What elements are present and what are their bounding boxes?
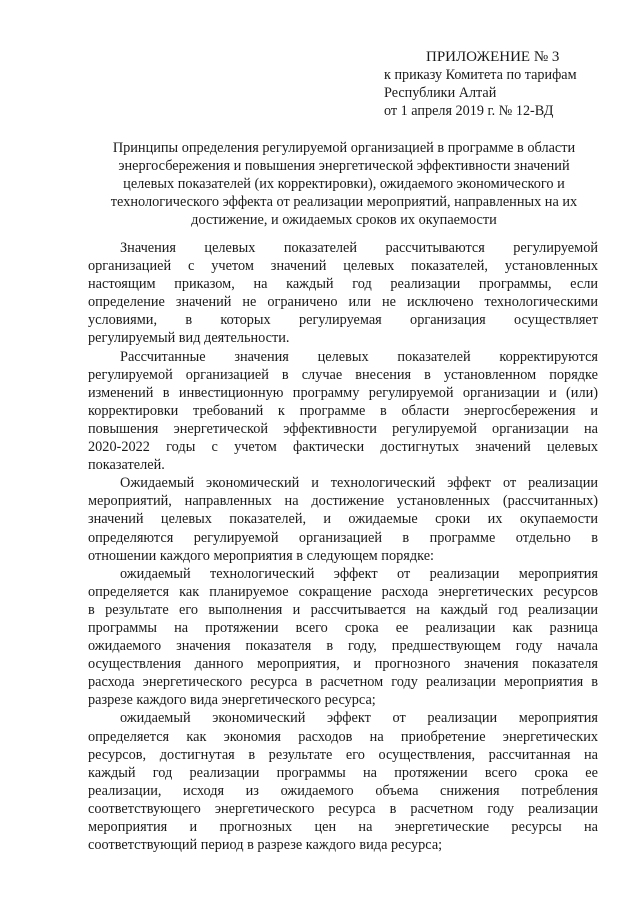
- title-line: целевых показателей (их корректировки), ожидаемого экономического и: [123, 176, 565, 192]
- paragraph-line: повышения энергетической эффективности регулируемой организации на: [88, 420, 598, 437]
- document-title: [88, 139, 600, 229]
- paragraph-target-values: [88, 239, 598, 348]
- paragraph-line: 2020-2022 годы с учетом фактически достигнутых значений целевых: [88, 439, 598, 456]
- paragraph-line: мероприятий, направленных на достижение установленных (рассчитанных): [88, 493, 598, 510]
- paragraph-line: определяется как планируемое сокращение расхода энергетических ресурсов: [88, 583, 598, 600]
- paragraph-corrections: [88, 348, 598, 475]
- paragraph-line: значений целевых показателей, и ожидаемые сроки их окупаемости: [88, 511, 598, 528]
- appendix-date-line: от 1 апреля 2019 г. № 12-ВД: [384, 103, 554, 119]
- paragraph-line: определяется как экономия расходов на приобретение энергетических: [88, 728, 598, 745]
- appendix-header: [384, 48, 624, 120]
- paragraph-line: ожидаемого значения показателя в году, предшествующем году начала: [88, 638, 598, 655]
- paragraph-line: условиями, в которых регулируемая организация осуществляет: [88, 312, 598, 329]
- paragraph-line: корректировки требований к программе в области энергосбережения и: [88, 402, 598, 419]
- paragraph-line: настоящим приказом, на каждый год реализации программы, если: [88, 276, 598, 293]
- paragraph-line: ожидаемый технологический эффект от реализации мероприятия: [120, 565, 598, 582]
- paragraph-line: расхода энергетического ресурса в расчетном году реализации мероприятия в: [88, 674, 598, 691]
- paragraph-line: определение значений не ограничено или не исключено технологическими: [88, 294, 598, 311]
- paragraph-line: осуществления данного мероприятия, и прогнозного значения показателя: [88, 656, 598, 673]
- paragraph-line: каждый год реализации программы на протяжении всего срока ее: [88, 764, 598, 781]
- paragraph-line: соответствующий период в разрезе каждого вида ресурса;: [88, 837, 443, 854]
- paragraph-line: показателей.: [88, 457, 165, 474]
- appendix-number: ПРИЛОЖЕНИЕ № 3: [426, 49, 560, 65]
- paragraph-line: организацией с учетом значений целевых показателей, установленных: [88, 258, 598, 275]
- paragraph-line: ожидаемый экономический эффект от реализации мероприятия: [120, 710, 598, 727]
- title-line: энергосбережения и повышения энергетической эффективности значений: [118, 158, 570, 174]
- paragraph-line: отношении каждого мероприятия в следующем порядке:: [88, 547, 435, 564]
- paragraph-line: изменений в инвестиционную программу регулируемой организации и (или): [88, 384, 598, 401]
- paragraph-economic-effect: [88, 709, 598, 854]
- title-line: Принципы определения регулируемой организацией в программе в области: [112, 140, 576, 156]
- paragraph-line: определяются регулируемой организацией в программе отдельно в: [88, 529, 598, 546]
- paragraph-line: соответствующего энергетического ресурса в расчетном году реализации: [88, 800, 598, 817]
- paragraph-line: программы на протяжении всего срока ее реализации как разница: [88, 619, 598, 636]
- paragraph-technological-effect: [88, 565, 598, 710]
- paragraph-line: реализации, исходя из ожидаемого объема снижения потребления: [88, 782, 598, 799]
- title-line: достижение, и ожидаемых сроков их окупаемости: [191, 212, 497, 228]
- paragraph-line: регулируемой организацией в случае внесения в установленном порядке: [88, 366, 598, 383]
- paragraph-line: Ожидаемый экономический и технологический эффект от реализации: [120, 475, 598, 492]
- paragraph-line: мероприятия и прогнозных цен на энергетические ресурсы на: [88, 819, 598, 835]
- document-body: [88, 239, 598, 854]
- paragraph-line: Значения целевых показателей рассчитываются регулируемой: [120, 240, 598, 256]
- paragraph-expected-effect: [88, 474, 598, 564]
- title-line: технологического эффекта от реализации мероприятий, направленных на их: [110, 194, 578, 210]
- paragraph-line: ресурсов, достигнутая в результате его осуществления, рассчитанная на: [88, 746, 598, 763]
- appendix-region-line: Республики Алтай: [384, 85, 497, 101]
- paragraph-line: регулируемый вид деятельности.: [88, 330, 290, 347]
- paragraph-line: Рассчитанные значения целевых показателей корректируются: [120, 348, 598, 365]
- paragraph-line: в результате его выполнения и рассчитывается на каждый год реализации: [88, 601, 598, 618]
- appendix-order-line: к приказу Комитета по тарифам: [384, 67, 577, 83]
- paragraph-line: разрезе каждого вида энергетического ресурса;: [88, 692, 376, 709]
